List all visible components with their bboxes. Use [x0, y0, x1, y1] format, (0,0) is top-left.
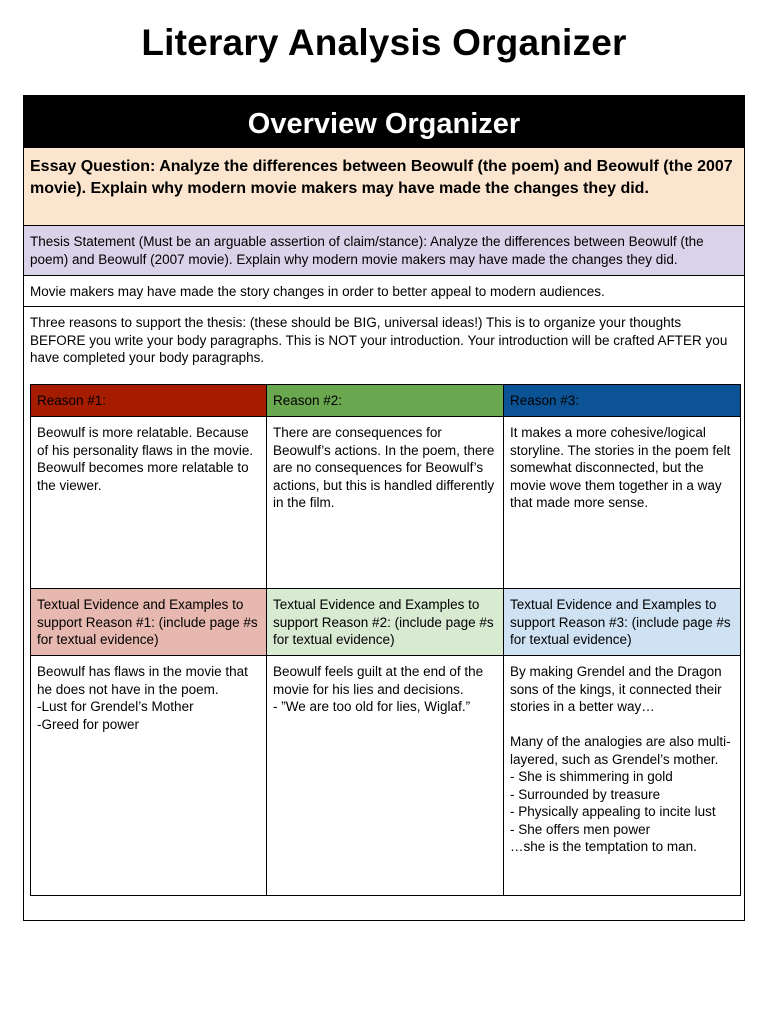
- thesis-statement: Thesis Statement (Must be an arguable assertion of claim/stance): Analyze the differences between Beowulf (the poem) and Beowulf (2007 movie). Explain why modern movie makers may have made the changes they did.: [24, 226, 744, 276]
- evidence-1-header: Textual Evidence and Examples to support Reason #1: (include page #s for textual evidence): [31, 589, 267, 656]
- evidence-3-header: Textual Evidence and Examples to support Reason #3: (include page #s for textual evidence): [504, 589, 741, 656]
- evidence-1-text: Beowulf has flaws in the movie that he does not have in the poem. -Lust for Grendel’s Mother -Greed for power: [31, 656, 267, 896]
- evidence-text-row: [31, 656, 741, 896]
- essay-question: Essay Question: Analyze the differences between Beowulf (the poem) and Beowulf (the 2007 movie). Explain why modern movie makers may have made the changes they did.: [24, 148, 744, 226]
- evidence-2-text: Beowulf feels guilt at the end of the movie for his lies and decisions. - ”We are too old for lies, Wiglaf.”: [267, 656, 504, 896]
- claim-statement: Movie makers may have made the story changes in order to better appeal to modern audiences.: [24, 276, 744, 307]
- organizer-banner: Overview Organizer: [24, 96, 744, 148]
- evidence-2-header: Textual Evidence and Examples to support Reason #2: (include page #s for textual evidence): [267, 589, 504, 656]
- reason-text-row: [31, 417, 741, 589]
- reason-2-text: There are consequences for Beowulf’s actions. In the poem, there are no consequences for Beowulf’s actions, but this is handled differently in the film.: [267, 417, 504, 589]
- reason-1-header: Reason #1:: [31, 385, 267, 417]
- reason-3-header: Reason #3:: [504, 385, 741, 417]
- reason-1-text: Beowulf is more relatable. Because of his personality flaws in the movie. Beowulf becomes more relatable to the viewer.: [31, 417, 267, 589]
- overview-organizer: [23, 95, 745, 921]
- reasons-instructions: Three reasons to support the thesis: (these should be BIG, universal ideas!) This is to organize your thoughts BEFORE you write your body paragraphs. This is NOT your introduction. Your introduction will be crafted AFTER you have completed your body paragraphs.: [30, 315, 728, 365]
- reasons-table: [30, 384, 741, 896]
- reason-header-row: [31, 385, 741, 417]
- evidence-3-text: By making Grendel and the Dragon sons of the kings, it connected their stories in a better way… Many of the analogies are also multi-layered, such as Grendel’s mother. - She is shimmering in gold - Surrounded by treasure - Physically appealing to incite lust - She offers men power …she is the temptation to man.: [504, 656, 741, 896]
- reason-2-header: Reason #2:: [267, 385, 504, 417]
- reason-3-text: It makes a more cohesive/logical storyline. The stories in the poem felt somewhat disconnected, but the movie wove them together in a way that made more sense.: [504, 417, 741, 589]
- page-title: Literary Analysis Organizer: [141, 22, 627, 63]
- evidence-header-row: [31, 589, 741, 656]
